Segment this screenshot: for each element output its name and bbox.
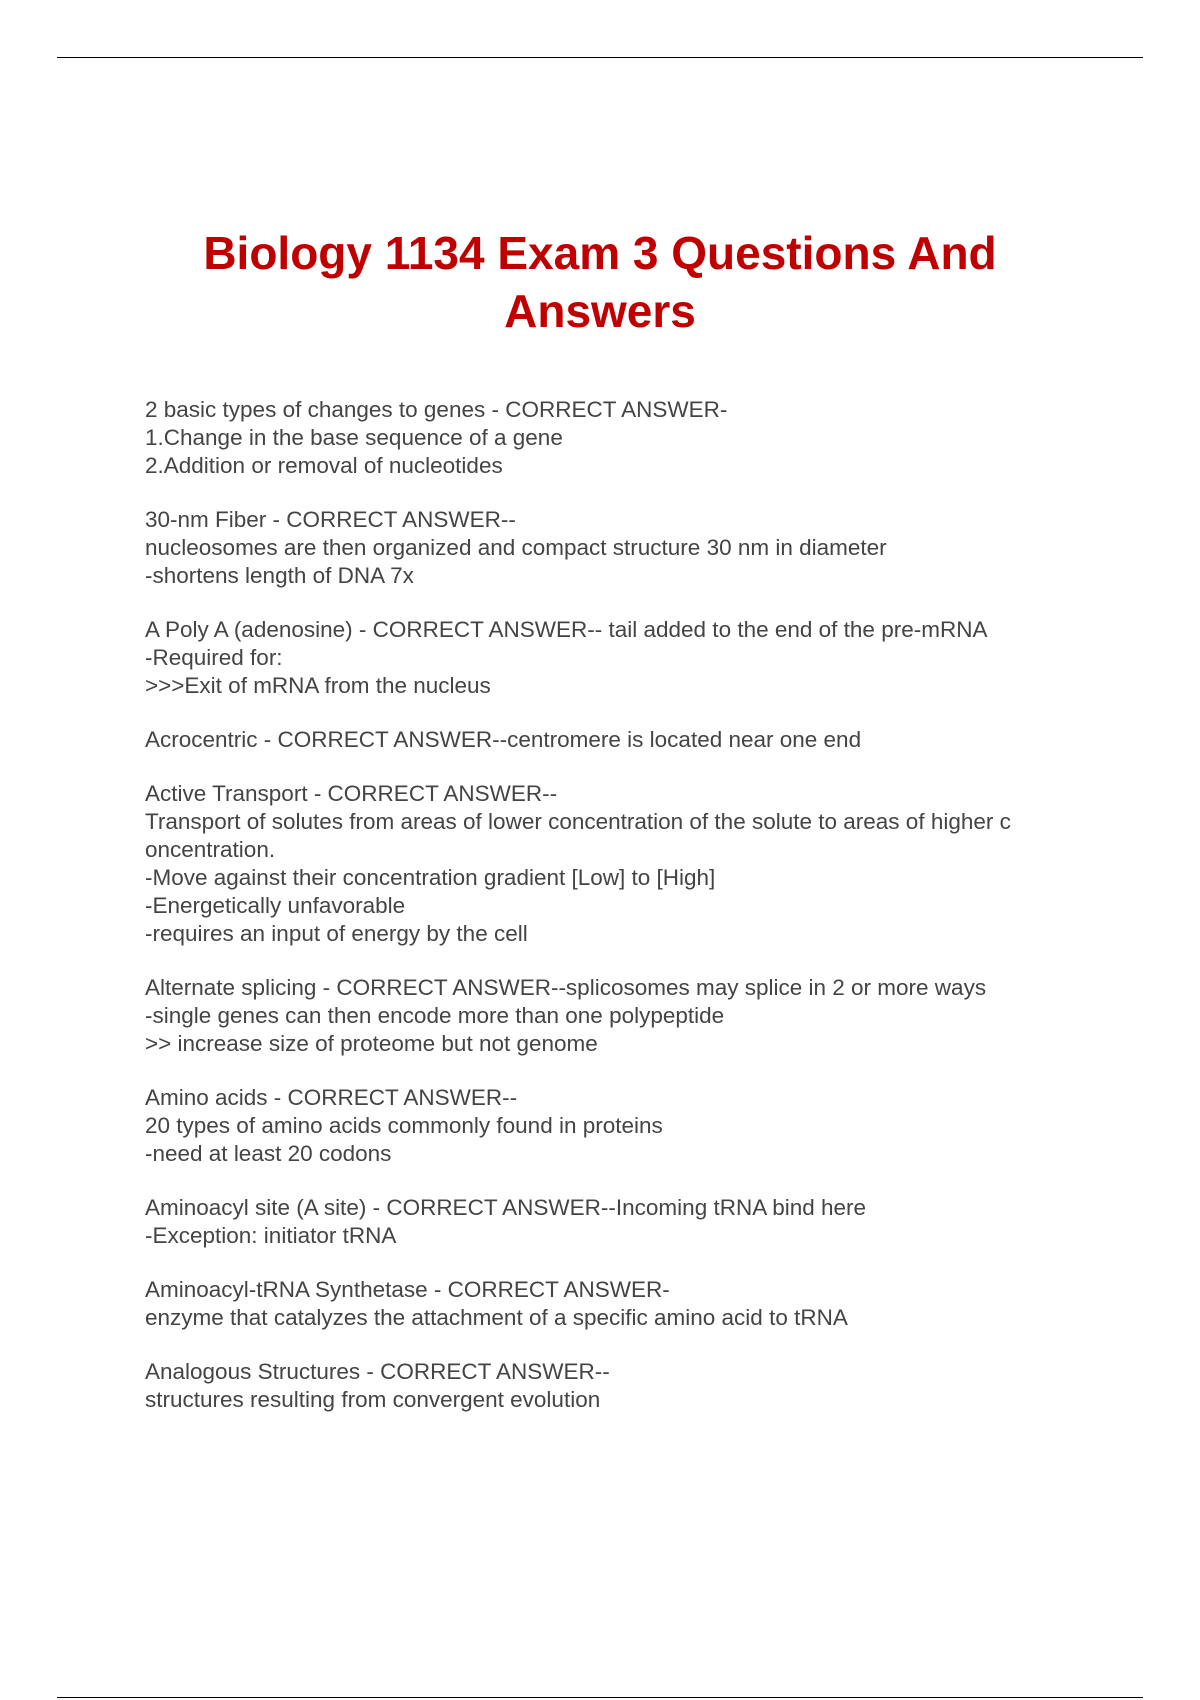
qa-answer-line: >>>Exit of mRNA from the nucleus (145, 673, 491, 698)
qa-answer-line: nucleosomes are then organized and compact structure 30 nm in diameter (145, 535, 887, 560)
qa-answer-line: enzyme that catalyzes the attachment of a specific amino acid to tRNA (145, 1305, 848, 1330)
footer-rule (57, 1697, 1143, 1698)
qa-entry (145, 506, 1155, 590)
qa-answer-line: Transport of solutes from areas of lower concentration of the solute to areas of higher c (145, 809, 1011, 834)
document-title-line-2: Answers (504, 285, 696, 337)
qa-answer-line: -need at least 20 codons (145, 1141, 392, 1166)
qa-answer-line: -single genes can then encode more than one polypeptide (145, 1003, 725, 1028)
qa-term-line: Aminoacyl-tRNA Synthetase - CORRECT ANSWER- (145, 1277, 670, 1302)
qa-term-line: Alternate splicing - CORRECT ANSWER--splicosomes may splice in 2 or more ways (145, 975, 987, 1000)
qa-entry (145, 1358, 1155, 1414)
qa-term-line: Aminoacyl site (A site) - CORRECT ANSWER--Incoming tRNA bind here (145, 1195, 867, 1220)
qa-entry (145, 1194, 1155, 1250)
qa-term-line: Analogous Structures - CORRECT ANSWER-- (145, 1359, 610, 1384)
qa-answer-line: -Move against their concentration gradient [Low] to [High] (145, 865, 716, 890)
qa-entry (145, 1276, 1155, 1332)
qa-answer-line: -Required for: (145, 645, 283, 670)
qa-answer-line: 1.Change in the base sequence of a gene (145, 425, 563, 450)
qa-entry (145, 974, 1155, 1058)
qa-term-line: A Poly A (adenosine) - CORRECT ANSWER-- tail added to the end of the pre-mRNA (145, 617, 988, 642)
qa-term-line: 30-nm Fiber - CORRECT ANSWER-- (145, 507, 516, 532)
qa-entry (145, 396, 1155, 480)
document-title-line-1: Biology 1134 Exam 3 Questions And (203, 227, 997, 279)
qa-answer-line: -Exception: initiator tRNA (145, 1223, 397, 1248)
qa-entry (145, 726, 1155, 754)
qa-answer-line: -shortens length of DNA 7x (145, 563, 414, 588)
qa-answer-line: >> increase size of proteome but not genome (145, 1031, 598, 1056)
qa-term-line: Amino acids - CORRECT ANSWER-- (145, 1085, 518, 1110)
document-title (0, 224, 1200, 340)
qa-entry (145, 780, 1155, 948)
qa-answer-line: structures resulting from convergent evolution (145, 1387, 601, 1412)
qa-answer-line: -Energetically unfavorable (145, 893, 406, 918)
qa-term-line: Active Transport - CORRECT ANSWER-- (145, 781, 558, 806)
qa-answer-line: 20 types of amino acids commonly found in proteins (145, 1113, 663, 1138)
qa-term-line: Acrocentric - CORRECT ANSWER--centromere is located near one end (145, 727, 862, 752)
qa-entry (145, 616, 1155, 700)
qa-answer-line: -requires an input of energy by the cell (145, 921, 528, 946)
header-rule (57, 57, 1143, 58)
qa-entry-list (145, 396, 1155, 1440)
qa-answer-line: oncentration. (145, 837, 276, 862)
qa-answer-line: 2.Addition or removal of nucleotides (145, 453, 503, 478)
qa-term-line: 2 basic types of changes to genes - CORRECT ANSWER- (145, 397, 728, 422)
qa-entry (145, 1084, 1155, 1168)
